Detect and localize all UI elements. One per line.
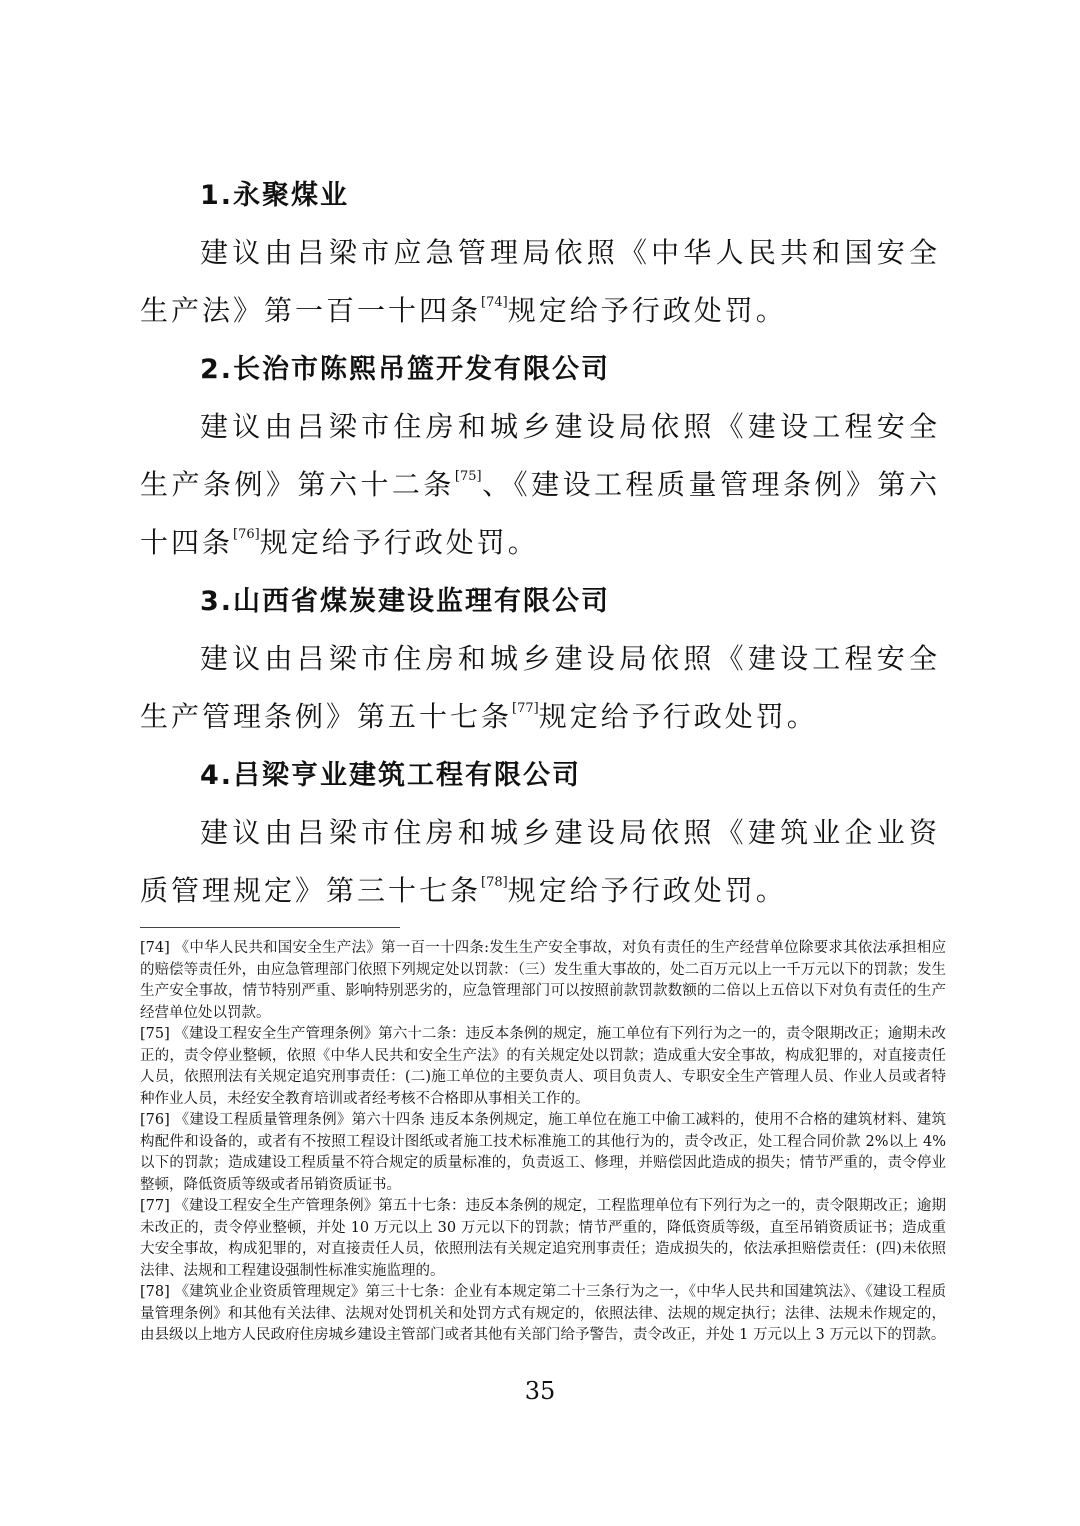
footnote-ref: [78] <box>481 875 508 890</box>
footnote-ref: [76] <box>233 527 260 542</box>
section-body-text: 建议由吕梁市住房和城乡建设局依照《建筑业企业资质管理规定》第三十七条 <box>140 816 940 907</box>
section-heading-1: 1.永聚煤业 <box>200 180 350 211</box>
page-number: 35 <box>524 1377 556 1405</box>
section-body-text: 建议由吕梁市住房和城乡建设局依照《建设工程安全生产条例》第六十二条 <box>140 410 940 501</box>
section-body-text: 规定给予行政处罚。 <box>259 526 539 559</box>
footnote-divider <box>140 927 400 928</box>
section-heading-4: 4.吕梁亨业建筑工程有限公司 <box>200 760 582 791</box>
section-body-text: 建议由吕梁市住房和城乡建设局依照《建设工程安全生产管理条例》第五十七条 <box>140 642 940 733</box>
main-content <box>140 168 940 922</box>
footnote-75: [75] 《建设工程安全生产管理条例》第六十二条：违反本条例的规定，施工单位有下列行为之一的，责令限期改正；逾期未改正的，责令停业整顿，依照《中华人民共和安全生产法》的有关规定处以罚款；造成重大安全事故，构成犯罪的，对直接责任人员，依照刑法有关规定追究刑事责任：(二)施工单位的主要负责人、项目负责人、专职安全生产管理人员、作业人员或者特种作业人员，未经安全教育培训或者经考核不合格即从事相关工作的。 <box>140 1026 946 1107</box>
section-body-text: 规定给予行政处罚。 <box>507 294 787 327</box>
footnote-ref: [74] <box>481 295 508 310</box>
section-body-text: 建议由吕梁市应急管理局依照《中华人民共和国安全生产法》第一百一十四条 <box>140 236 940 327</box>
section-body-text: 、《建设工程质量管理条例》第六十四条 <box>140 468 940 559</box>
footnote-78: [78] 《建筑业企业资质管理规定》第三十七条：企业有本规定第二十三条行为之一，《中华人民共和国建筑法》、《建设工程质量管理条例》和其他有关法律、法规对处罚机关和处罚方式有规定的，依照法律、法规的规定执行；法律、法规未作规定的，由县级以上地方人民政府住房城乡建设主管部门或者其他有关部门给予警告，责令改正，并处 1 万元以上 3 万元以下的罚款。 <box>140 1284 946 1343</box>
section-body-4 <box>140 804 940 920</box>
footnote-76: [76] 《建设工程质量管理条例》第六十四条 违反本条例规定，施工单位在施工中偷工减料的，使用不合格的建筑材料、建筑构配件和设备的，或者有不按照工程设计图纸或者施工技术标准施工的其他行为的，责令改正，处工程合同价款 2%以上 4%以下的罚款；造成建设工程质量不符合规定的质量标准的，负责返工、修理，并赔偿因此造成的损失；情节严重的，责令停业整顿，降低资质等级或者吊销资质证书。 <box>140 1112 946 1193</box>
footnote-77: [77] 《建设工程安全生产管理条例》第五十七条：违反本条例的规定，工程监理单位有下列行为之一的，责令限期改正；逾期未改正的，责令停业整顿，并处 10 万元以上 30 万元以下的罚款；情节严重的，降低资质等级，直至吊销资质证书；造成重大安全事故，构成犯罪的，对直接责任人员，依照刑法有关规定追究刑事责任；造成损失的，依法承担赔偿责任：(四)未依照法律、法规和工程建设强制性标准实施监理的。 <box>140 1198 946 1279</box>
section-body-text: 规定给予行政处罚。 <box>507 874 787 907</box>
section-heading-2: 2.长治市陈熙吊篮开发有限公司 <box>200 354 611 385</box>
section-body-1 <box>140 224 940 340</box>
section-body-text: 规定给予行政处罚。 <box>538 700 818 733</box>
section-body-2 <box>140 398 940 572</box>
footnote-74: [74] 《中华人民共和国安全生产法》第一百一十四条:发生生产安全事故，对负有责任的生产经营单位除要求其依法承担相应的赔偿等责任外，由应急管理部门依照下列规定处以罚款：（三）发生重大事故的，处二百万元以上一千万元以下的罚款；发生生产安全事故，情节特别严重、影响特别恶劣的，应急管理部门可以按照前款罚款数额的二倍以上五倍以下对负有责任的生产经营单位处以罚款。 <box>140 940 946 1021</box>
section-body-3 <box>140 630 940 746</box>
footnotes <box>140 938 946 1347</box>
section-heading-3: 3.山西省煤炭建设监理有限公司 <box>200 586 611 617</box>
footnote-ref: [75] <box>454 469 482 484</box>
footnote-ref: [77] <box>512 701 539 716</box>
